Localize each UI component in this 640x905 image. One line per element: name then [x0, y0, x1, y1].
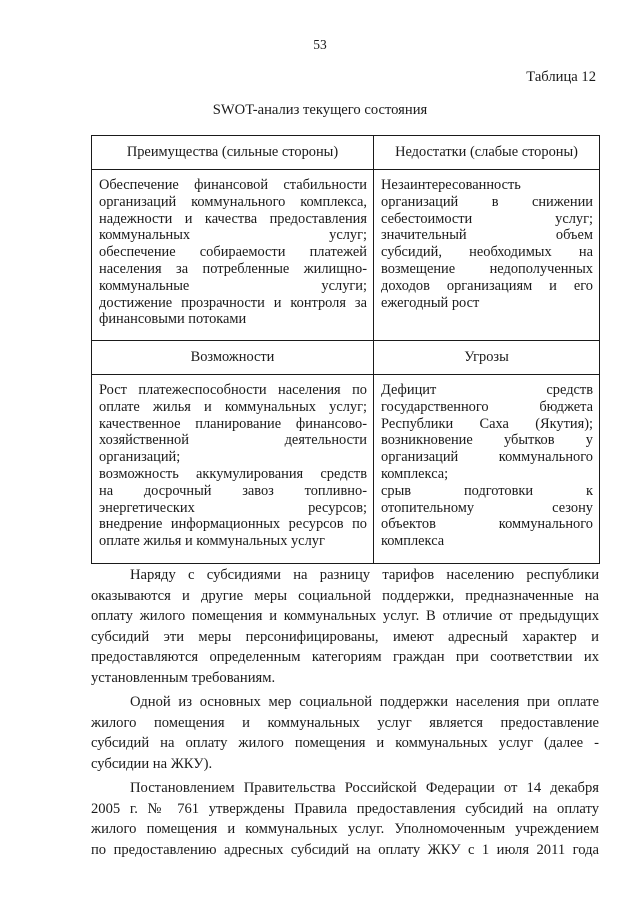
swot-header-row	[92, 136, 600, 170]
paragraph-line: предоставляются определенным категориям граждан при соответствии их	[91, 649, 599, 665]
paragraph	[91, 692, 599, 774]
strengths-cell	[92, 170, 374, 341]
paragraph-line: Постановлением Правительства Российской Федерации от 14 декабря	[130, 780, 599, 796]
paragraph	[91, 565, 599, 688]
threats-cell	[374, 375, 600, 564]
paragraph-line: оплату жилого помещения и коммунальных услуг. В отличие от предыдущих	[91, 608, 599, 624]
cell-line: надежности и качества предоставления	[99, 210, 367, 227]
paragraph	[91, 778, 599, 860]
cell-line: организаций;	[99, 449, 181, 466]
paragraph-line: жилого помещения и коммунальных услуг является предоставление	[91, 714, 599, 731]
cell-line: комплекса;	[381, 465, 449, 482]
strengths-header: Преимущества (сильные стороны)	[92, 136, 374, 170]
cell-line: финансовыми потоками	[99, 311, 247, 328]
cell-line: населения за потребленные жилищно-	[99, 260, 367, 277]
cell-line: Обеспечение финансовой стабильности	[99, 177, 367, 193]
cell-line: возможность аккумулирования средств	[99, 465, 367, 482]
cell-line: на досрочный завоз топливно-	[99, 482, 367, 499]
cell-line: коммунальных услуг;	[99, 227, 367, 244]
table-caption: SWOT-анализ текущего состояния	[212, 102, 428, 118]
cell-line: достижение прозрачности и контроля за	[99, 294, 367, 311]
cell-line: возмещение недополученных	[381, 260, 593, 277]
cell-line: ежегодный рост	[381, 294, 480, 311]
cell-line: коммунальные услуги;	[99, 277, 367, 294]
swot-body-row	[92, 170, 600, 341]
cell-line: значительный объем	[381, 227, 593, 244]
cell-line: обеспечение собираемости платежей	[99, 244, 367, 261]
paragraph-line: субсидии на ЖКУ).	[91, 755, 213, 772]
swot-body-row	[92, 375, 600, 564]
threats-header: Угрозы	[374, 341, 600, 375]
cell-line: оплате жилья и коммунальных услуг	[99, 533, 325, 550]
paragraph-line: 2005 г. № 761 утверждены Правила предоставления субсидий на оплату	[91, 800, 599, 817]
paragraph-line: Одной из основных мер социальной поддержки населения при оплате	[130, 694, 599, 710]
cell-line: комплекса	[381, 533, 445, 550]
opportunities-header: Возможности	[92, 341, 374, 375]
cell-line: энергетических ресурсов;	[99, 499, 367, 516]
cell-line: хозяйственной деятельности	[99, 432, 367, 449]
cell-line: объектов коммунального	[381, 516, 593, 533]
paragraph-line: оказываются и другие меры социальной поддержки, предназначенные на	[91, 587, 599, 604]
cell-line: оплате жилья и коммунальных услуг;	[99, 398, 367, 415]
cell-line: качественное планирование финансово-	[99, 415, 367, 432]
cell-line: государственного бюджета	[381, 398, 593, 415]
cell-line: отопительному сезону	[381, 499, 593, 516]
paragraph-line: установленным требованиям.	[91, 669, 276, 686]
paragraph-line: субсидий на оплату жилого помещения и коммунальных услуг (далее -	[91, 735, 599, 751]
cell-line: Республики Саха (Якутия);	[381, 415, 593, 432]
cell-line: организаций коммунального	[381, 449, 593, 466]
cell-line: организаций коммунального комплекса,	[99, 193, 367, 210]
cell-line: Рост платежеспособности населения по	[99, 382, 367, 398]
paragraph-line: Наряду с субсидиями на разницу тарифов населению республики	[130, 567, 599, 583]
cell-line: доходов организациям и его	[381, 277, 593, 294]
paragraph-line: по предоставлению адресных субсидий на оплату ЖКУ с 1 июля 2011 года	[91, 841, 599, 858]
cell-line: срыв подготовки к	[381, 482, 593, 499]
cell-line: субсидий, необходимых на	[381, 244, 593, 261]
cell-line: внедрение информационных ресурсов по	[99, 516, 367, 533]
page-number: 53	[313, 37, 327, 52]
weaknesses-header: Недостатки (слабые стороны)	[374, 136, 600, 170]
weaknesses-cell	[374, 170, 600, 341]
cell-line: организаций в снижении	[381, 193, 593, 210]
cell-line: Незаинтересованность	[381, 177, 521, 193]
cell-line: себестоимости услуг;	[381, 210, 593, 227]
opportunities-cell	[92, 375, 374, 564]
cell-line: Дефицит средств	[381, 382, 593, 398]
cell-line: возникновение убытков у	[381, 432, 593, 449]
body-text	[91, 565, 599, 864]
swot-table	[91, 135, 600, 564]
paragraph-line: субсидий эти меры персонифицированы, имеют адресный характер и	[91, 628, 599, 645]
swot-header-row	[92, 341, 600, 375]
paragraph-line: жилого помещения и коммунальных услуг. Уполномоченным учреждением	[91, 821, 599, 837]
table-number: Таблица 12	[526, 69, 596, 85]
